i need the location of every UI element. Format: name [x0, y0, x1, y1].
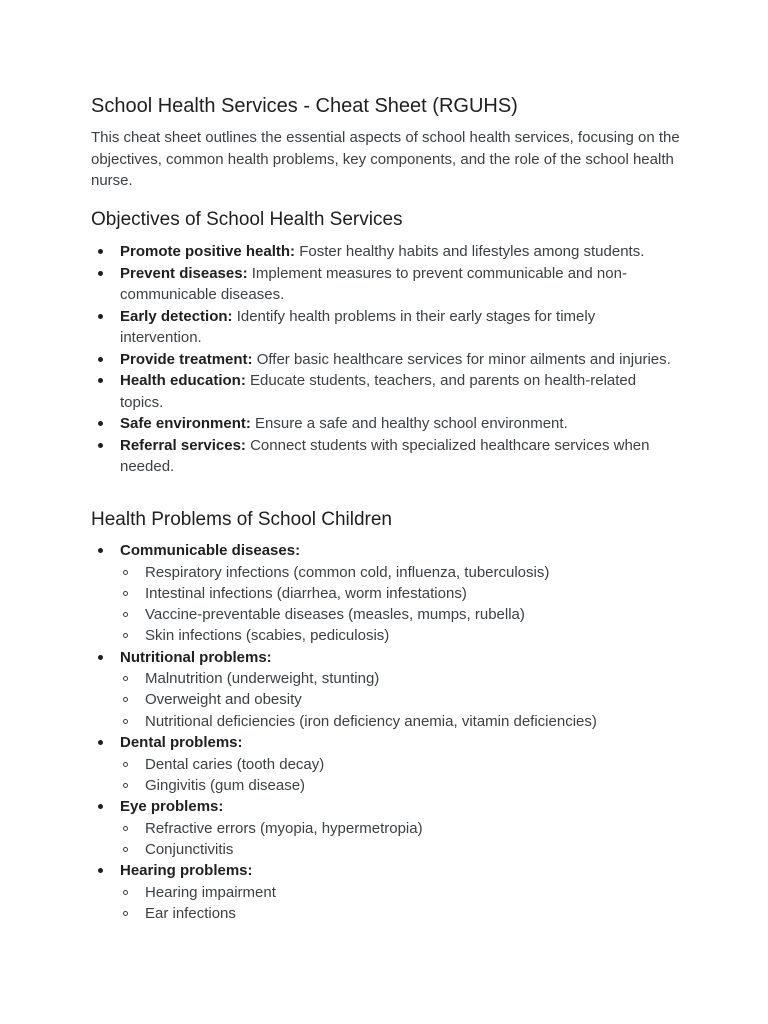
list-item	[91, 435, 681, 478]
category-label: Eye problems:	[120, 798, 224, 816]
sub-list-item: Malnutrition (underweight, stunting)	[120, 668, 681, 689]
bullet-circle-icon	[123, 697, 128, 702]
item-term: Early detection:	[120, 307, 233, 325]
objectives-heading: Objectives of School Health Services	[91, 209, 403, 230]
item-text: Implement measures to prevent communicable and non-communicable diseases.	[120, 264, 627, 303]
list-item	[91, 540, 681, 647]
objectives-list	[91, 241, 681, 478]
bullet-circle-icon	[123, 591, 128, 596]
sub-list	[120, 754, 681, 797]
list-item	[91, 263, 681, 306]
sub-list	[120, 882, 681, 925]
bullet-circle-icon	[123, 676, 128, 681]
sub-list-item: Gingivitis (gum disease)	[120, 775, 681, 796]
item-term: Provide treatment:	[120, 350, 253, 368]
sub-list-item: Refractive errors (myopia, hypermetropia)	[120, 818, 681, 839]
page-title: School Health Services - Cheat Sheet (RGUHS)	[91, 95, 518, 117]
item-text: Educate students, teachers, and parents on health-related topics.	[120, 372, 637, 411]
bullet-dot-icon	[98, 443, 103, 448]
sub-list-item: Dental caries (tooth decay)	[120, 754, 681, 775]
bullet-circle-icon	[123, 890, 128, 895]
bullet-circle-icon	[123, 911, 128, 916]
bullet-dot-icon	[98, 378, 103, 383]
problems-heading: Health Problems of School Children	[91, 509, 392, 530]
intro-paragraph: This cheat sheet outlines the essential aspects of school health services, focusing on the objectives, common health problems, key components, and the role of the school health nurse.	[91, 129, 680, 189]
category-label: Communicable diseases:	[120, 542, 301, 559]
list-item	[91, 860, 681, 924]
sub-list-item: Nutritional deficiencies (iron deficiency anemia, vitamin deficiencies)	[120, 711, 681, 732]
item-text: Offer basic healthcare services for minor ailments and injuries.	[252, 350, 671, 368]
sub-list	[120, 818, 681, 861]
item-term: Referral services:	[120, 436, 246, 454]
list-item	[91, 306, 681, 349]
bullet-circle-icon	[123, 783, 128, 788]
sub-list-item: Intestinal infections (diarrhea, worm infestations)	[120, 583, 681, 604]
item-text: Ensure a safe and healthy school environment.	[250, 415, 568, 432]
list-item	[91, 349, 681, 371]
category-label: Nutritional problems:	[120, 648, 272, 666]
bullet-circle-icon	[123, 570, 128, 575]
sub-list-item: Ear infections	[120, 903, 681, 924]
list-item	[91, 796, 681, 860]
sub-list-item: Vaccine-preventable diseases (measles, mumps, rubella)	[120, 604, 681, 625]
bullet-dot-icon	[98, 271, 103, 276]
sub-list	[120, 562, 681, 647]
bullet-circle-icon	[123, 762, 128, 767]
bullet-circle-icon	[123, 826, 128, 831]
bullet-dot-icon	[98, 548, 103, 553]
sub-list-item: Overweight and obesity	[120, 689, 681, 710]
bullet-circle-icon	[123, 847, 128, 852]
list-item	[91, 370, 681, 413]
list-item	[91, 241, 681, 263]
sub-list-item: Conjunctivitis	[120, 839, 681, 860]
bullet-circle-icon	[123, 719, 128, 724]
list-item	[91, 647, 681, 732]
bullet-dot-icon	[98, 804, 103, 809]
item-term: Safe environment:	[120, 415, 251, 432]
bullet-circle-icon	[123, 612, 128, 617]
category-label: Hearing problems:	[120, 862, 253, 880]
bullet-dot-icon	[98, 357, 103, 362]
bullet-dot-icon	[98, 314, 103, 319]
list-item	[91, 732, 681, 796]
item-term: Promote positive health:	[120, 243, 296, 260]
item-text: Identify health problems in their early stages for timely intervention.	[120, 307, 596, 346]
item-text: Foster healthy habits and lifestyles among students.	[295, 243, 645, 260]
bullet-dot-icon	[98, 740, 103, 745]
sub-list-item: Respiratory infections (common cold, influenza, tuberculosis)	[120, 562, 681, 583]
item-text: Connect students with specialized healthcare services when needed.	[120, 436, 650, 475]
bullet-dot-icon	[98, 249, 103, 254]
bullet-dot-icon	[98, 421, 103, 426]
sub-list	[120, 668, 681, 732]
item-term: Health education:	[120, 372, 246, 389]
list-item	[91, 413, 681, 435]
item-term: Prevent diseases:	[120, 264, 248, 282]
problems-list	[91, 540, 681, 924]
bullet-circle-icon	[123, 633, 128, 638]
bullet-dot-icon	[98, 868, 103, 873]
category-label: Dental problems:	[120, 734, 243, 752]
sub-list-item: Skin infections (scabies, pediculosis)	[120, 625, 681, 646]
bullet-dot-icon	[98, 655, 103, 660]
sub-list-item: Hearing impairment	[120, 882, 681, 903]
